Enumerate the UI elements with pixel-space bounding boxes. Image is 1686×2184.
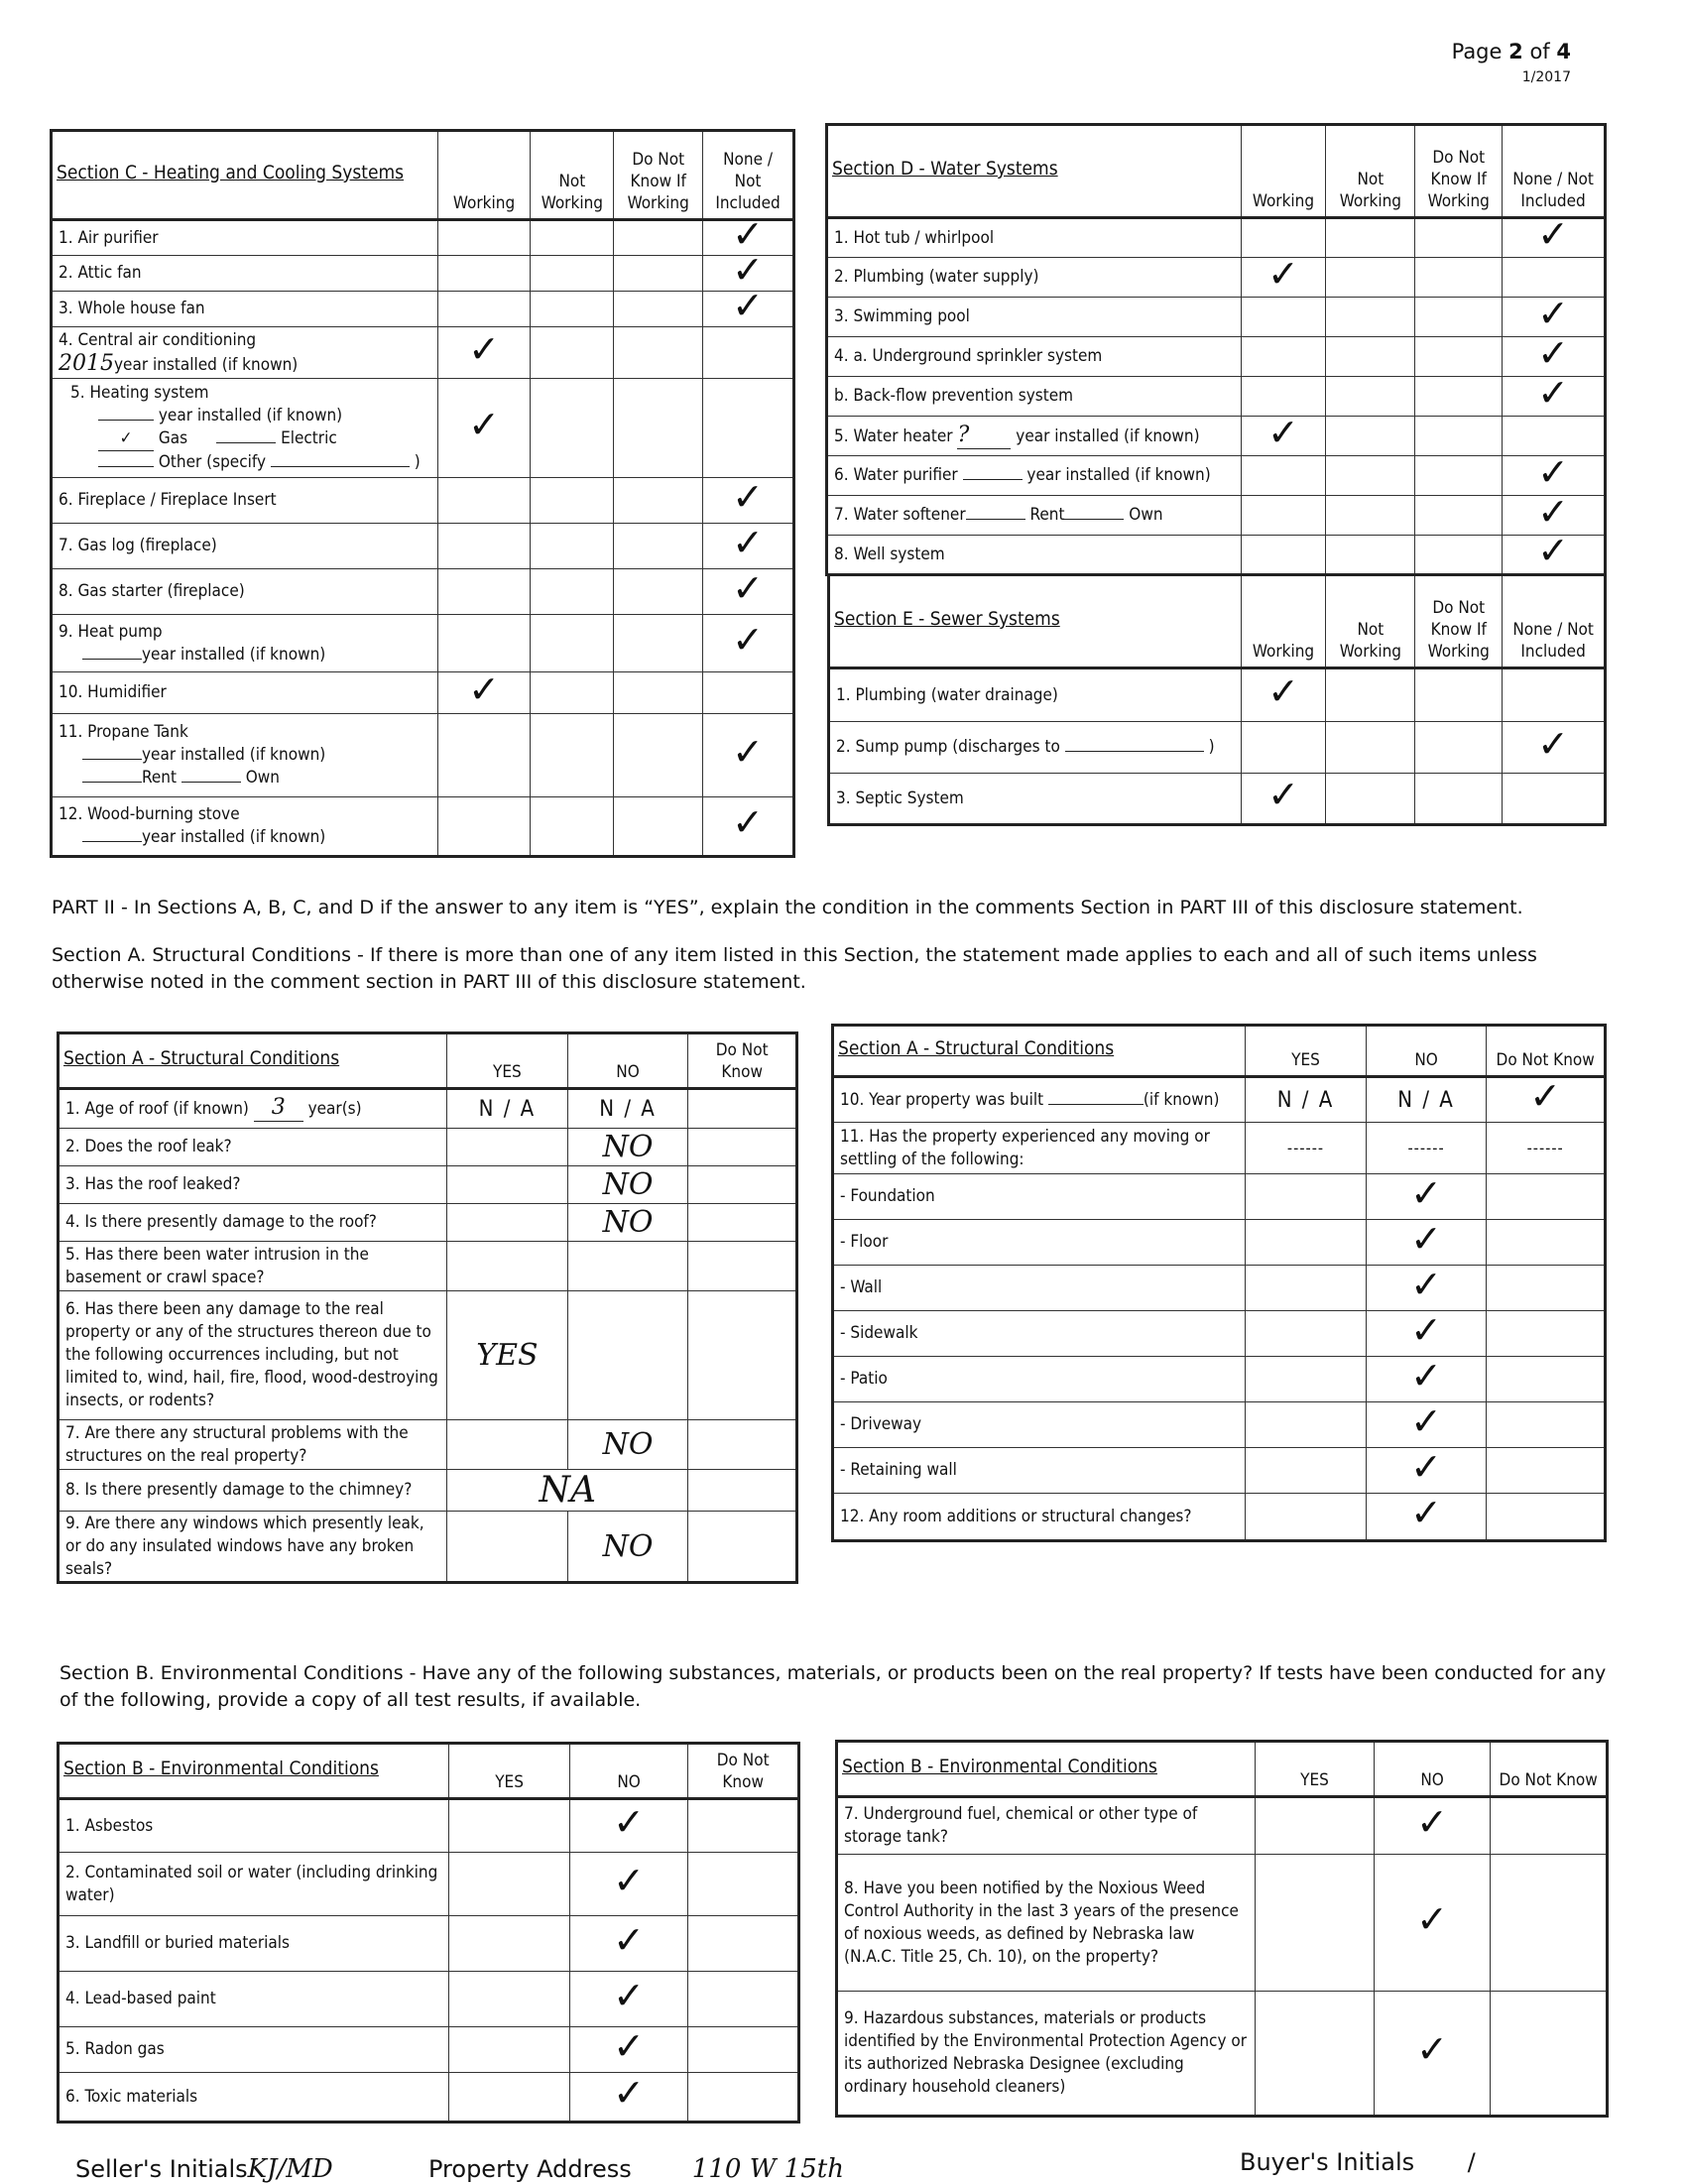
check-mark: ✓	[1267, 251, 1299, 296]
property-address: Property Address 110 W 15th	[428, 2154, 844, 2184]
table-row	[52, 797, 794, 857]
table-row	[837, 1992, 1608, 2117]
check-mark: ✓	[1537, 291, 1569, 335]
check-mark: ✓	[1537, 330, 1569, 375]
row-label: 4. Lead-based paint	[59, 1972, 449, 2027]
table-row	[52, 220, 794, 256]
col-not-working: Not Working	[531, 131, 614, 220]
section-c-title: Section C - Heating and Cooling Systems	[52, 131, 438, 220]
check-mark: ✓	[732, 283, 764, 327]
dash-placeholder: ------	[1246, 1123, 1367, 1174]
table-row	[52, 327, 794, 379]
section-a-title: Section A - Structural Conditions	[833, 1026, 1246, 1077]
check-mark: ✓	[732, 247, 764, 292]
check-mark: ✓	[1267, 773, 1299, 816]
row-label: 4. a. Underground sprinkler system	[827, 337, 1242, 377]
handwritten-no: NO	[602, 1528, 654, 1564]
check-mark: ✓	[732, 729, 764, 774]
section-d-table	[825, 123, 1607, 576]
section-a-left-table	[57, 1031, 798, 1584]
table-row	[52, 569, 794, 615]
row-label: - Foundation	[833, 1174, 1246, 1220]
table-row	[59, 1291, 797, 1420]
handwritten-na: NA	[539, 1470, 596, 1511]
col-working: Working	[1241, 125, 1326, 218]
dash-placeholder: ------	[1366, 1123, 1487, 1174]
table-row	[59, 1853, 799, 1916]
row-label: 2. Does the roof leak?	[59, 1129, 447, 1166]
table-row	[833, 1174, 1606, 1220]
table-row	[827, 258, 1606, 298]
section-d-title: Section D - Water Systems	[827, 125, 1242, 218]
row-label: 10. Humidifier	[52, 672, 438, 714]
table-row	[827, 218, 1606, 258]
dash-placeholder: ------	[1487, 1123, 1606, 1174]
table-row	[59, 1470, 797, 1512]
col-none: None / Not Included	[703, 131, 794, 220]
section-e-title: Section E - Sewer Systems	[829, 575, 1242, 668]
check-mark: ✓	[1537, 529, 1569, 572]
check-mark: ✓	[732, 212, 764, 256]
row-label: 5. Heating system year installed (if known) ✓ Gas Electric Other (specify )	[52, 379, 438, 478]
property-address-handwritten: 110 W 15th	[691, 2154, 844, 2184]
table-row	[52, 524, 794, 569]
col-dont-know: Do Not Know	[688, 1033, 797, 1089]
section-a-title: Section A - Structural Conditions	[59, 1033, 447, 1089]
row-label: 3. Has the roof leaked?	[59, 1166, 447, 1204]
table-row	[59, 2027, 799, 2073]
row-label: - Patio	[833, 1357, 1246, 1402]
row-label: 9. Heat pump year installed (if known)	[52, 615, 438, 672]
table-row	[827, 456, 1606, 496]
row-label: 6. Water purifier year installed (if known)	[827, 456, 1242, 496]
check-mark: ✓	[1410, 1491, 1442, 1534]
table-row	[827, 337, 1606, 377]
col-dont-know: Do Not Know If Working	[1415, 125, 1503, 218]
check-mark: ✓	[732, 474, 764, 519]
row-label: 4. Is there presently damage to the roof?	[59, 1204, 447, 1242]
handwritten-no: NO	[602, 1167, 654, 1202]
col-not-working: Not Working	[1326, 125, 1415, 218]
row-label: 4. Central air conditioning 2015year installed (if known)	[52, 327, 438, 379]
section-a-right-table	[831, 1024, 1607, 1542]
row-label: 9. Are there any windows which presently leak, or do any insulated windows have any broken seals?	[59, 1512, 447, 1583]
handwritten-year: 2015	[59, 350, 114, 376]
table-row	[827, 298, 1606, 337]
check-mark: ✓	[468, 402, 500, 446]
check-mark: ✓	[1416, 1896, 1448, 1941]
check-mark: ✓	[1537, 449, 1569, 494]
col-no: NO	[1374, 1742, 1491, 1797]
row-label: 5. Has there been water intrusion in the basement or crawl space?	[59, 1242, 447, 1291]
check-mark: ✓	[732, 800, 764, 844]
row-label: 7. Water softener Rent Own	[827, 496, 1242, 536]
table-row	[52, 615, 794, 672]
table-row	[829, 722, 1606, 774]
section-b-intro: Section B. Environmental Conditions - Have any of the following substances, materials, or products been on the real property? If tests have been conducted for any of the following, provide a copy of all test results, if available.	[60, 1662, 1607, 1711]
handwritten-no: NO	[602, 1427, 654, 1462]
row-label: 1. Hot tub / whirlpool	[827, 218, 1242, 258]
row-label: 9. Hazardous substances, materials or products identified by the Environmental Protection Agency or its authorized Nebraska Designee (excluding ordinary household cleaners)	[837, 1992, 1256, 2117]
table-row	[833, 1494, 1606, 1541]
na-value: N / A	[447, 1089, 568, 1129]
row-label: 5. Radon gas	[59, 2027, 449, 2073]
col-none: None / Not Included	[1503, 125, 1606, 218]
check-mark: ✓	[613, 2071, 645, 2115]
check-mark: ✓	[732, 565, 764, 610]
col-dont-know: Do Not Know	[1491, 1742, 1608, 1797]
check-mark: ✓	[1410, 1398, 1442, 1443]
col-working: Working	[1241, 575, 1326, 668]
row-label: 11. Has the property experienced any moving or settling of the following:	[833, 1123, 1246, 1174]
row-label: b. Back-flow prevention system	[827, 377, 1242, 417]
col-yes: YES	[447, 1033, 568, 1089]
table-row	[59, 1204, 797, 1242]
row-label: - Retaining wall	[833, 1448, 1246, 1494]
check-mark: ✓	[1416, 2027, 1448, 2071]
table-row	[59, 1972, 799, 2027]
section-b-right-table	[835, 1740, 1609, 2118]
row-label: 1. Age of roof (if known) 3 year(s)	[59, 1089, 447, 1129]
handwritten-mark: ?	[957, 422, 970, 447]
section-b-title: Section B - Environmental Conditions	[837, 1742, 1256, 1797]
check-mark: ✓	[468, 326, 500, 371]
check-mark: ✓	[468, 667, 500, 711]
row-label: 2. Plumbing (water supply)	[827, 258, 1242, 298]
check-mark: ✓	[1267, 410, 1299, 454]
table-row	[833, 1448, 1606, 1494]
check-mark: ✓	[613, 1858, 645, 1902]
check-mark: ✓	[1410, 1170, 1442, 1215]
col-dont-know: Do Not Know If Working	[614, 131, 703, 220]
table-row	[827, 417, 1606, 456]
handwritten-age: 3	[271, 1095, 286, 1120]
col-yes: YES	[1246, 1026, 1367, 1077]
table-row	[837, 1797, 1608, 1855]
table-row	[833, 1077, 1606, 1123]
row-label: 1. Plumbing (water drainage)	[829, 668, 1242, 722]
row-label: 7. Are there any structural problems with the structures on the real property?	[59, 1420, 447, 1470]
row-label: 12. Wood-burning stove year installed (if known)	[52, 797, 438, 857]
table-row	[59, 1916, 799, 1972]
na-value: N / A	[567, 1089, 688, 1129]
table-row	[827, 377, 1606, 417]
table-row	[52, 672, 794, 714]
check-mark: ✓	[613, 1917, 645, 1962]
form-date: 1/2017	[1521, 69, 1571, 85]
table-row	[833, 1220, 1606, 1266]
col-dont-know: Do Not Know	[688, 1744, 799, 1799]
check-mark: ✓	[1537, 370, 1569, 415]
check-mark: ✓	[1410, 1444, 1442, 1489]
check-mark: ✓	[1537, 721, 1570, 766]
check-mark: ✓	[732, 617, 764, 662]
check-mark: ✓	[613, 1973, 645, 2017]
table-row	[837, 1855, 1608, 1992]
row-label: 3. Whole house fan	[52, 292, 438, 327]
table-row	[833, 1123, 1606, 1174]
table-row	[52, 379, 794, 478]
row-label: 3. Septic System	[829, 774, 1242, 825]
table-row	[52, 714, 794, 797]
table-row	[833, 1357, 1606, 1402]
row-label: - Wall	[833, 1266, 1246, 1311]
handwritten-no: NO	[602, 1130, 654, 1164]
table-row	[829, 668, 1606, 722]
na-value: N / A	[1366, 1077, 1487, 1123]
row-label: 6. Has there been any damage to the real property or any of the structures thereon due to the following occurrences including, but not limited to, wind, hail, fire, flood, wood-destroying insects, or rodents?	[59, 1291, 447, 1420]
col-no: NO	[569, 1744, 688, 1799]
row-label: 6. Toxic materials	[59, 2073, 449, 2123]
buyer-initials: Buyer's Initials /	[1240, 2148, 1476, 2176]
table-row	[52, 256, 794, 292]
table-row	[59, 1512, 797, 1583]
row-label: 5. Water heater ? year installed (if known)	[827, 417, 1242, 456]
table-row	[827, 496, 1606, 536]
check-mark: ✓	[1410, 1216, 1442, 1261]
section-a-intro: Section A. Structural Conditions - If there is more than one of any item listed in this Section, the statement made applies to each and all of such items unless otherwise noted in the comment section in PART III of this disclosure statement.	[52, 944, 1537, 993]
row-label: 6. Fireplace / Fireplace Insert	[52, 478, 438, 524]
section-b-left-table	[57, 1742, 800, 2123]
section-c-table	[50, 129, 795, 858]
col-no: NO	[1366, 1026, 1487, 1077]
row-label: 8. Is there presently damage to the chimney?	[59, 1470, 447, 1512]
row-label: - Driveway	[833, 1402, 1246, 1448]
check-mark: ✓	[1410, 1353, 1442, 1397]
table-row	[52, 292, 794, 327]
row-label: 2. Attic fan	[52, 256, 438, 292]
col-yes: YES	[449, 1744, 569, 1799]
col-dont-know: Do Not Know If Working	[1415, 575, 1503, 668]
check-mark: ✓	[1410, 1262, 1442, 1306]
table-row	[833, 1266, 1606, 1311]
row-label: 8. Well system	[827, 536, 1242, 575]
check-mark: ✓	[1537, 489, 1569, 534]
check-mark: ✓	[732, 520, 764, 564]
section-b-title: Section B - Environmental Conditions	[59, 1744, 449, 1799]
section-e-table	[827, 573, 1607, 826]
table-row	[833, 1402, 1606, 1448]
row-label: 7. Gas log (fireplace)	[52, 524, 438, 569]
row-label: 1. Asbestos	[59, 1799, 449, 1853]
table-row	[59, 1166, 797, 1204]
row-label: 8. Have you been notified by the Noxious Weed Control Authority in the last 3 years of the presence of noxious weeds, as defined by Nebraska law (N.A.C. Title 25, Ch. 10), on the property?	[837, 1855, 1256, 1992]
check-mark: ✓	[1416, 1800, 1448, 1844]
col-none: None / Not Included	[1503, 575, 1606, 668]
check-mark: ✓	[1410, 1307, 1442, 1352]
check-mark: ✓	[1529, 1074, 1562, 1118]
handwritten-no: NO	[602, 1205, 654, 1240]
row-label: - Floor	[833, 1220, 1246, 1266]
col-working: Working	[437, 131, 531, 220]
seller-initials: Seller's InitialsKJ/MD	[75, 2154, 333, 2184]
row-label: 2. Contaminated soil or water (including drinking water)	[59, 1853, 449, 1916]
table-row	[59, 1242, 797, 1291]
part-ii-instructions: PART II - In Sections A, B, C, and D if the answer to any item is “YES”, explain the condition in the comments Section in PART III of this disclosure statement.	[52, 897, 1523, 918]
col-yes: YES	[1256, 1742, 1375, 1797]
row-label: 3. Landfill or buried materials	[59, 1916, 449, 1972]
table-row	[59, 1129, 797, 1166]
check-mark: ✓	[613, 2023, 645, 2068]
row-label: 2. Sump pump (discharges to )	[829, 722, 1242, 774]
row-label: 7. Underground fuel, chemical or other type of storage tank?	[837, 1797, 1256, 1855]
col-dont-know: Do Not Know	[1487, 1026, 1606, 1077]
table-row	[829, 774, 1606, 825]
table-row	[59, 1089, 797, 1129]
table-row	[827, 536, 1606, 575]
row-label: 10. Year property was built (if known)	[833, 1077, 1246, 1123]
col-no: NO	[567, 1033, 688, 1089]
page-number: Page 2 of 4	[1451, 40, 1571, 63]
table-row	[833, 1311, 1606, 1357]
col-not-working: Not Working	[1326, 575, 1415, 668]
seller-initials-handwritten: KJ/MD	[247, 2154, 333, 2184]
handwritten-yes: YES	[476, 1338, 539, 1373]
row-label: 11. Propane Tank year installed (if known) Rent Own	[52, 714, 438, 797]
check-mark: ✓	[1267, 669, 1299, 713]
row-label: 3. Swimming pool	[827, 298, 1242, 337]
check-mark: ✓	[1537, 212, 1569, 256]
table-row	[52, 478, 794, 524]
na-value: N / A	[1246, 1077, 1367, 1123]
table-row	[59, 1420, 797, 1470]
row-label: - Sidewalk	[833, 1311, 1246, 1357]
check-mark: ✓	[613, 1800, 645, 1844]
table-row	[59, 1799, 799, 1853]
table-row	[59, 2073, 799, 2123]
row-label: 8. Gas starter (fireplace)	[52, 569, 438, 615]
row-label: 12. Any room additions or structural changes?	[833, 1494, 1246, 1541]
row-label: 1. Air purifier	[52, 220, 438, 256]
